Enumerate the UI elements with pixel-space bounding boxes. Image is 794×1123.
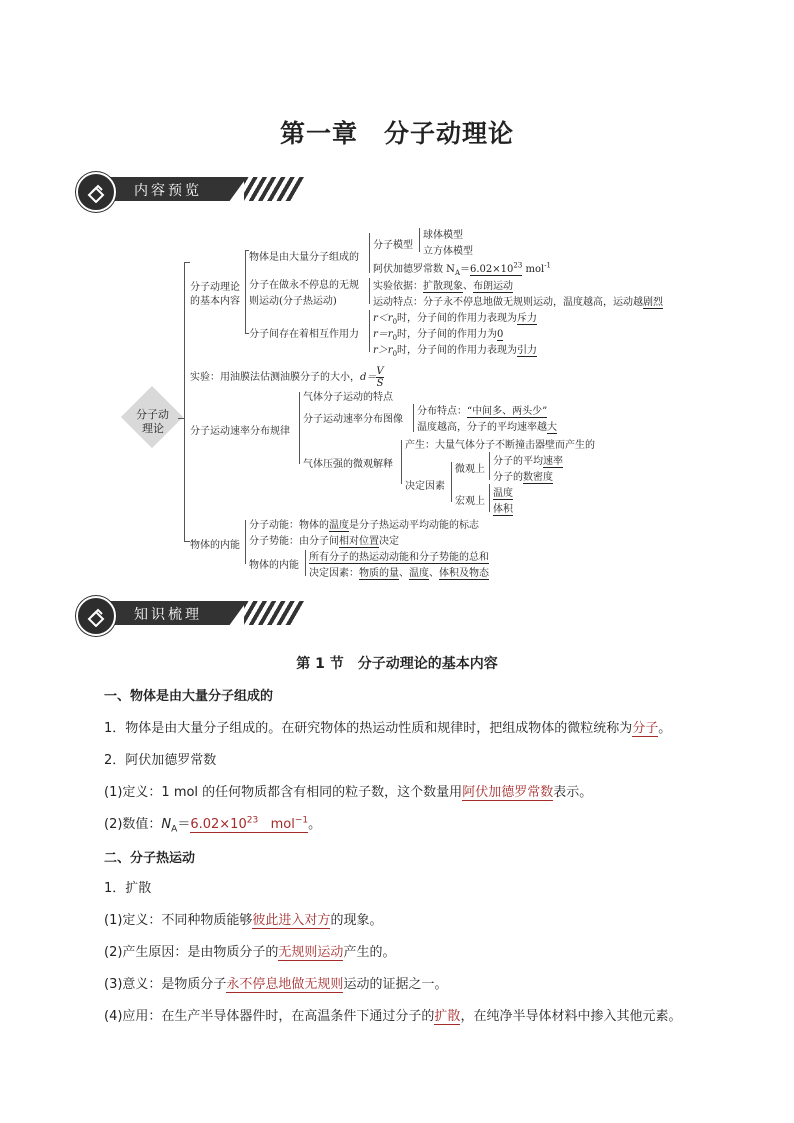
paragraph-diffusion-cause: (2)产生原因：是由物质分子的无规则运动产生的。 [104, 945, 396, 960]
node-temperature: 温度 [493, 484, 513, 500]
node-energy-factors: 决定因素：物质的量、温度、体积及物态 [309, 568, 489, 579]
paragraph-definition: (1)定义：1 mol 的任何物质都含有相同的粒子数，这个数量用阿伏加德罗常数表示。 [104, 785, 593, 800]
paragraph-diffusion-definition: (1)定义：不同种物质能够彼此进入对方的现象。 [104, 913, 383, 928]
section-banner-knowledge [76, 596, 316, 632]
mindmap-root: 分子动 [136, 408, 169, 421]
node-pressure-origin: 产生：大量气体分子不断撞击器壁而产生的 [405, 440, 595, 451]
term-avogadro-value: $6.02\times 10^{23}$ mol$^{-1}$ [190, 815, 309, 832]
node-gas-pressure: 气体压强的微观解释 [303, 459, 393, 470]
node-volume: 体积 [493, 500, 513, 516]
branch-internal-energy: 物体的内能 [190, 540, 240, 551]
node-potential-energy: 分子势能：由分子间相对位置决定 [249, 536, 399, 547]
node-avogadro: 阿伏加德罗常数 $N_A=6.02\times 10^{23}$ mol$^{-1}$ [373, 261, 552, 277]
node-avg-speed: 分子的平均速率 [493, 456, 563, 467]
paragraph-diffusion-application: (4)应用：在生产半导体器件时，在高温条件下通过分子的扩散，在纯净半导体材料中掺入其他元素。 [104, 1009, 682, 1024]
banner-stripes [244, 601, 304, 625]
branch-oil-film: 实验：用油膜法估测油膜分子的大小，d＝ $\frac{V}{S}$ [190, 366, 384, 389]
branch-speed-distribution: 分子运动速率分布规律 [190, 426, 290, 437]
node-sphere-model: 球体模型 [423, 230, 463, 241]
banner-label: 知识梳理 [134, 607, 202, 623]
mindmap-root-2: 理论 [142, 422, 164, 435]
node-composed: 物体是由大量分子组成的 [249, 252, 359, 263]
paragraph-avogadro: 2．阿伏加德罗常数 [104, 753, 217, 768]
node-distribution-feature: 分布特点：“中间多、两头少” [417, 406, 548, 417]
book-icon [76, 172, 116, 212]
paragraph-diffusion-significance: (3)意义：是物质分子永不停息地做无规则运动的证据之一。 [104, 977, 448, 992]
paragraph-value: (2)数值：$N_A=6.02\times 10^{23}$ mol$^{-1}$。 [104, 815, 322, 835]
paragraph-molecules: 1．物体是由大量分子组成的。在研究物体的热运动性质和规律时，把组成物体的微粒统称为分子。 [104, 721, 672, 736]
node-force-attraction: $r>r_0$时，分子间的作用力表现为引力 [373, 345, 538, 358]
node-number-density: 分子的数密度 [493, 472, 553, 483]
page-title: 第一章 分子动理论 [279, 119, 514, 148]
node-macroscopic: 宏观上 [455, 496, 485, 507]
heading-molecules: 一、物体是由大量分子组成的 [104, 689, 274, 704]
section-banner-preview [76, 172, 316, 208]
term-molecule: 分子 [632, 721, 659, 736]
branch-basic-content: 分子动理论 [190, 282, 240, 293]
term-random-motion: 无规则运动 [278, 945, 344, 960]
node-thermal-motion-2: 则运动(分子热运动) [249, 296, 337, 307]
node-gas-motion: 气体分子运动的特点 [303, 392, 393, 403]
node-kinetic-energy: 分子动能：物体的温度是分子热运动平均动能的标志 [249, 520, 479, 531]
heading-thermal-motion: 二、分子热运动 [104, 851, 196, 866]
node-force-zero: $r=r_0$时，分子间的作用力为0 [373, 329, 504, 342]
node-object-energy: 物体的内能 [249, 560, 299, 571]
node-energy-sum: 所有分子的热运动动能和分子势能的总和 [309, 548, 489, 564]
node-thermal-motion: 分子在做永不停息的无规 [249, 280, 359, 291]
branch-basic-content-2: 的基本内容 [190, 296, 240, 307]
book-icon [76, 596, 116, 636]
node-force-repulsion: $r<r_0$时，分子间的作用力表现为斥力 [373, 313, 538, 326]
term-avogadro: 阿伏加德罗常数 [462, 785, 554, 800]
section-title: 第 1 节 分子动理论的基本内容 [296, 656, 498, 672]
node-cube-model: 立方体模型 [423, 246, 473, 257]
node-molecule-model: 分子模型 [373, 240, 413, 251]
term-diffusion: 扩散 [434, 1009, 461, 1024]
node-intermolecular-force: 分子间存在着相互作用力 [249, 329, 359, 340]
banner-label: 内容预览 [134, 183, 202, 199]
term-ceaseless-motion: 永不停息地做无规则 [226, 977, 344, 992]
node-evidence: 实验依据：扩散现象、布朗运动 [373, 281, 513, 292]
node-determinants: 决定因素 [405, 481, 445, 492]
node-motion-feature: 运动特点：分子永不停息地做无规则运动，温度越高，运动越剧烈 [373, 297, 663, 308]
banner-stripes [244, 177, 304, 201]
node-microscopic: 微观上 [455, 464, 485, 475]
node-temp-speed: 温度越高，分子的平均速率越大 [417, 422, 557, 433]
term-mutual-entry: 彼此进入对方 [252, 913, 331, 928]
node-distribution-graph: 分子运动速率分布图像 [303, 414, 403, 425]
paragraph-diffusion: 1．扩散 [104, 881, 152, 896]
